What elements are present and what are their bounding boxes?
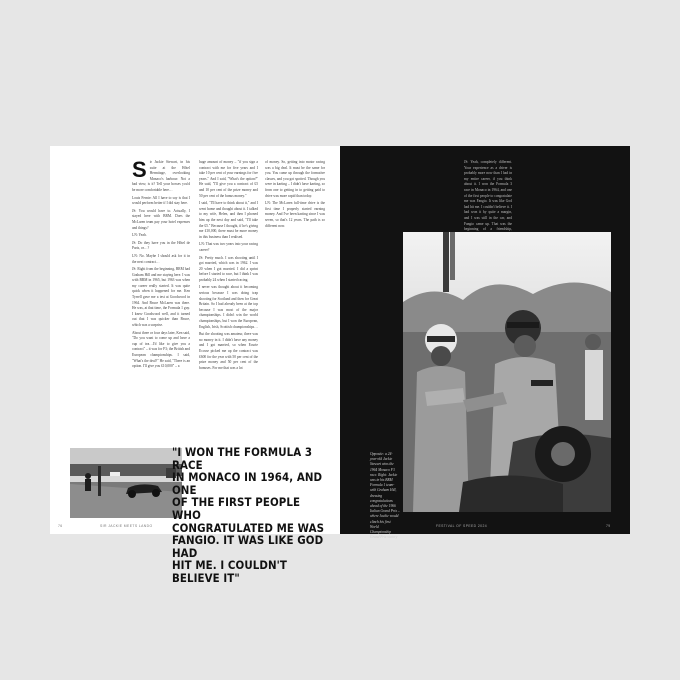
pull-quote bbox=[172, 446, 325, 585]
paragraph: LN: Yeah. bbox=[132, 233, 147, 238]
running-title: SIR JACKIE MEETS LANDO bbox=[100, 524, 153, 528]
paragraph: JS: Pretty much. I was shooting until I got married, which was in 1962. I was 20 when I got married. I did a sprint before I started to race, but I think I was probably 24 when I started racing. bbox=[199, 255, 258, 282]
paragraph: LN: No. Maybe I should ask for it in the next contract… bbox=[132, 253, 190, 264]
drivers-photo bbox=[403, 232, 611, 512]
paragraph: JS: You would have to. Actually, I stayed here with BRM. Does the McLaren team pay your hotel expenses and things? bbox=[132, 208, 190, 230]
paragraph: I said, "I'll have to think about it," and I went home and thought about it. I talked to my wife, Helen, and then I phoned him up the next day and said, "I'll take the £5." Because I thought, if he's giving me £10,000, there must be more money in this business than I realised. bbox=[199, 201, 258, 239]
paragraph: Louis Fernie: All I have to say is that I would perform better if I did stay here. bbox=[132, 195, 190, 206]
paragraph: About three or four days later, Ken said, "Do you want to come up and have a cup of tea…I'd like to give you a contract" – it was for F3; the British and European championships. I said, "What's the deal?" He said, "There is an option. I'll give you £10,000" – a bbox=[132, 330, 190, 369]
pull-quote-line: OF THE FIRST PEOPLE WHO bbox=[172, 495, 301, 522]
race-finish-photo bbox=[70, 448, 182, 518]
text-column-3 bbox=[265, 160, 325, 231]
paragraph: JS: Right from the beginning, BRM had Graham Hill and me staying here. I was with BRM in 1965, but 1963 was when my career really started. It was quite quick when it happened for me. Ken Tyrrell gave me a test at Goodwood in 1964. And Bruce McLaren was there. He was, at that time, the Formula 1 guy. I knew Goodwood well, and it turned out that I was quicker than Bruce, which was a surprise. bbox=[132, 267, 190, 328]
pull-quote-line: IN MONACO IN 1964, AND ONE bbox=[172, 470, 323, 497]
paragraph: huge amount of money – "if you sign a contract with me for five years and I take 10 per cent of your earnings for five years." And I said, "What's the option?" He said, "I'll give you a contract of £5 and 10 per cent of the prize money and 50 per cent of the bonus money." bbox=[199, 160, 258, 198]
paragraph: But the shooting was amateur, there was no money in it. I didn't have any money and I got married, so when Ecurie Ecosse picked me up the contract was £600 for the year with 50 per cent of the prize money and 50 per cent of the bonuses. For me that was a lot bbox=[199, 332, 258, 370]
running-title: FESTIVAL OF SPEED 2024 bbox=[436, 524, 488, 528]
drivers-photo-illustration bbox=[403, 232, 611, 512]
page-number: 76 bbox=[58, 524, 63, 528]
paragraph: LN: That was two years into your racing career? bbox=[199, 242, 258, 252]
text-column-2 bbox=[199, 160, 258, 373]
page-number: 79 bbox=[606, 524, 611, 528]
left-page bbox=[50, 146, 340, 585]
paragraph: of money. So, getting into motor racing was a big deal. It must be the same for you. You came up through the formative classes, and you got spotted. Though you were in karting – I didn't have karting, so from one to getting in to getting paid to drive was more rapid than today. bbox=[265, 160, 325, 198]
pull-quote-line: CONGRATULATED ME WAS bbox=[172, 520, 325, 535]
paragraph: JS: Yeah, completely different. Your experience as a driver is probably more now than I had in my entire career, if you think about it. I won the Formula 3 race in Monaco in 1964, and one of the first people to congratulate me was Fangio. It was like God had hit me. I couldn't believe it. I had won it by quite a margin, and I was still in the car, and Fangio came up. That was the beginning of a friendship, bbox=[464, 160, 512, 232]
paragraph: JS: Do they have you in the Hôtel de Paris, or…? bbox=[132, 240, 190, 251]
pull-quote-line: FANGIO. IT WAS LIKE GOD HAD bbox=[172, 533, 324, 560]
text-column-1 bbox=[132, 157, 190, 372]
paragraph: I never was thought about it becoming serious because I was doing trap shooting for Scotland and then for Great Britain. So I had already been at the top because I was most of the major championships. I didn't win the world championships, but I won the European, English, Irish, Scottish championships… bbox=[199, 285, 258, 329]
paragraph: LN: The McLaren full-time drive is the first time I properly started earning money. And I've been karting since I was seven, so that's 12 years. The path is so different now. bbox=[265, 201, 325, 228]
photo-caption: Opposite: a 24-year-old Jackie Stewart wins the 1964 Monaco F3 race. Right: Jackie was in his BRM Formula 1 team-with Graham Hill, dressing congratulations ahead of the 1966 Italian Grand Prix – where Jackie would clinch his first World Championship Grand Prix victory bbox=[370, 452, 400, 540]
drop-cap: S bbox=[132, 157, 147, 182]
right-page bbox=[340, 146, 630, 540]
pull-quote-line: HIT ME. I COULDN'T BELIEVE IT" bbox=[172, 558, 287, 585]
race-photo-illustration bbox=[70, 448, 182, 518]
paragraph: Sir Jackie Stewart, in his suite at the Hôtel Hermitage, overlooking Monaco's harbour: Not a bad view, is it? Tell your bosses you'd be more comfortable here… bbox=[132, 157, 190, 192]
pull-quote-line: "I WON THE FORMULA 3 RACE bbox=[172, 445, 313, 472]
